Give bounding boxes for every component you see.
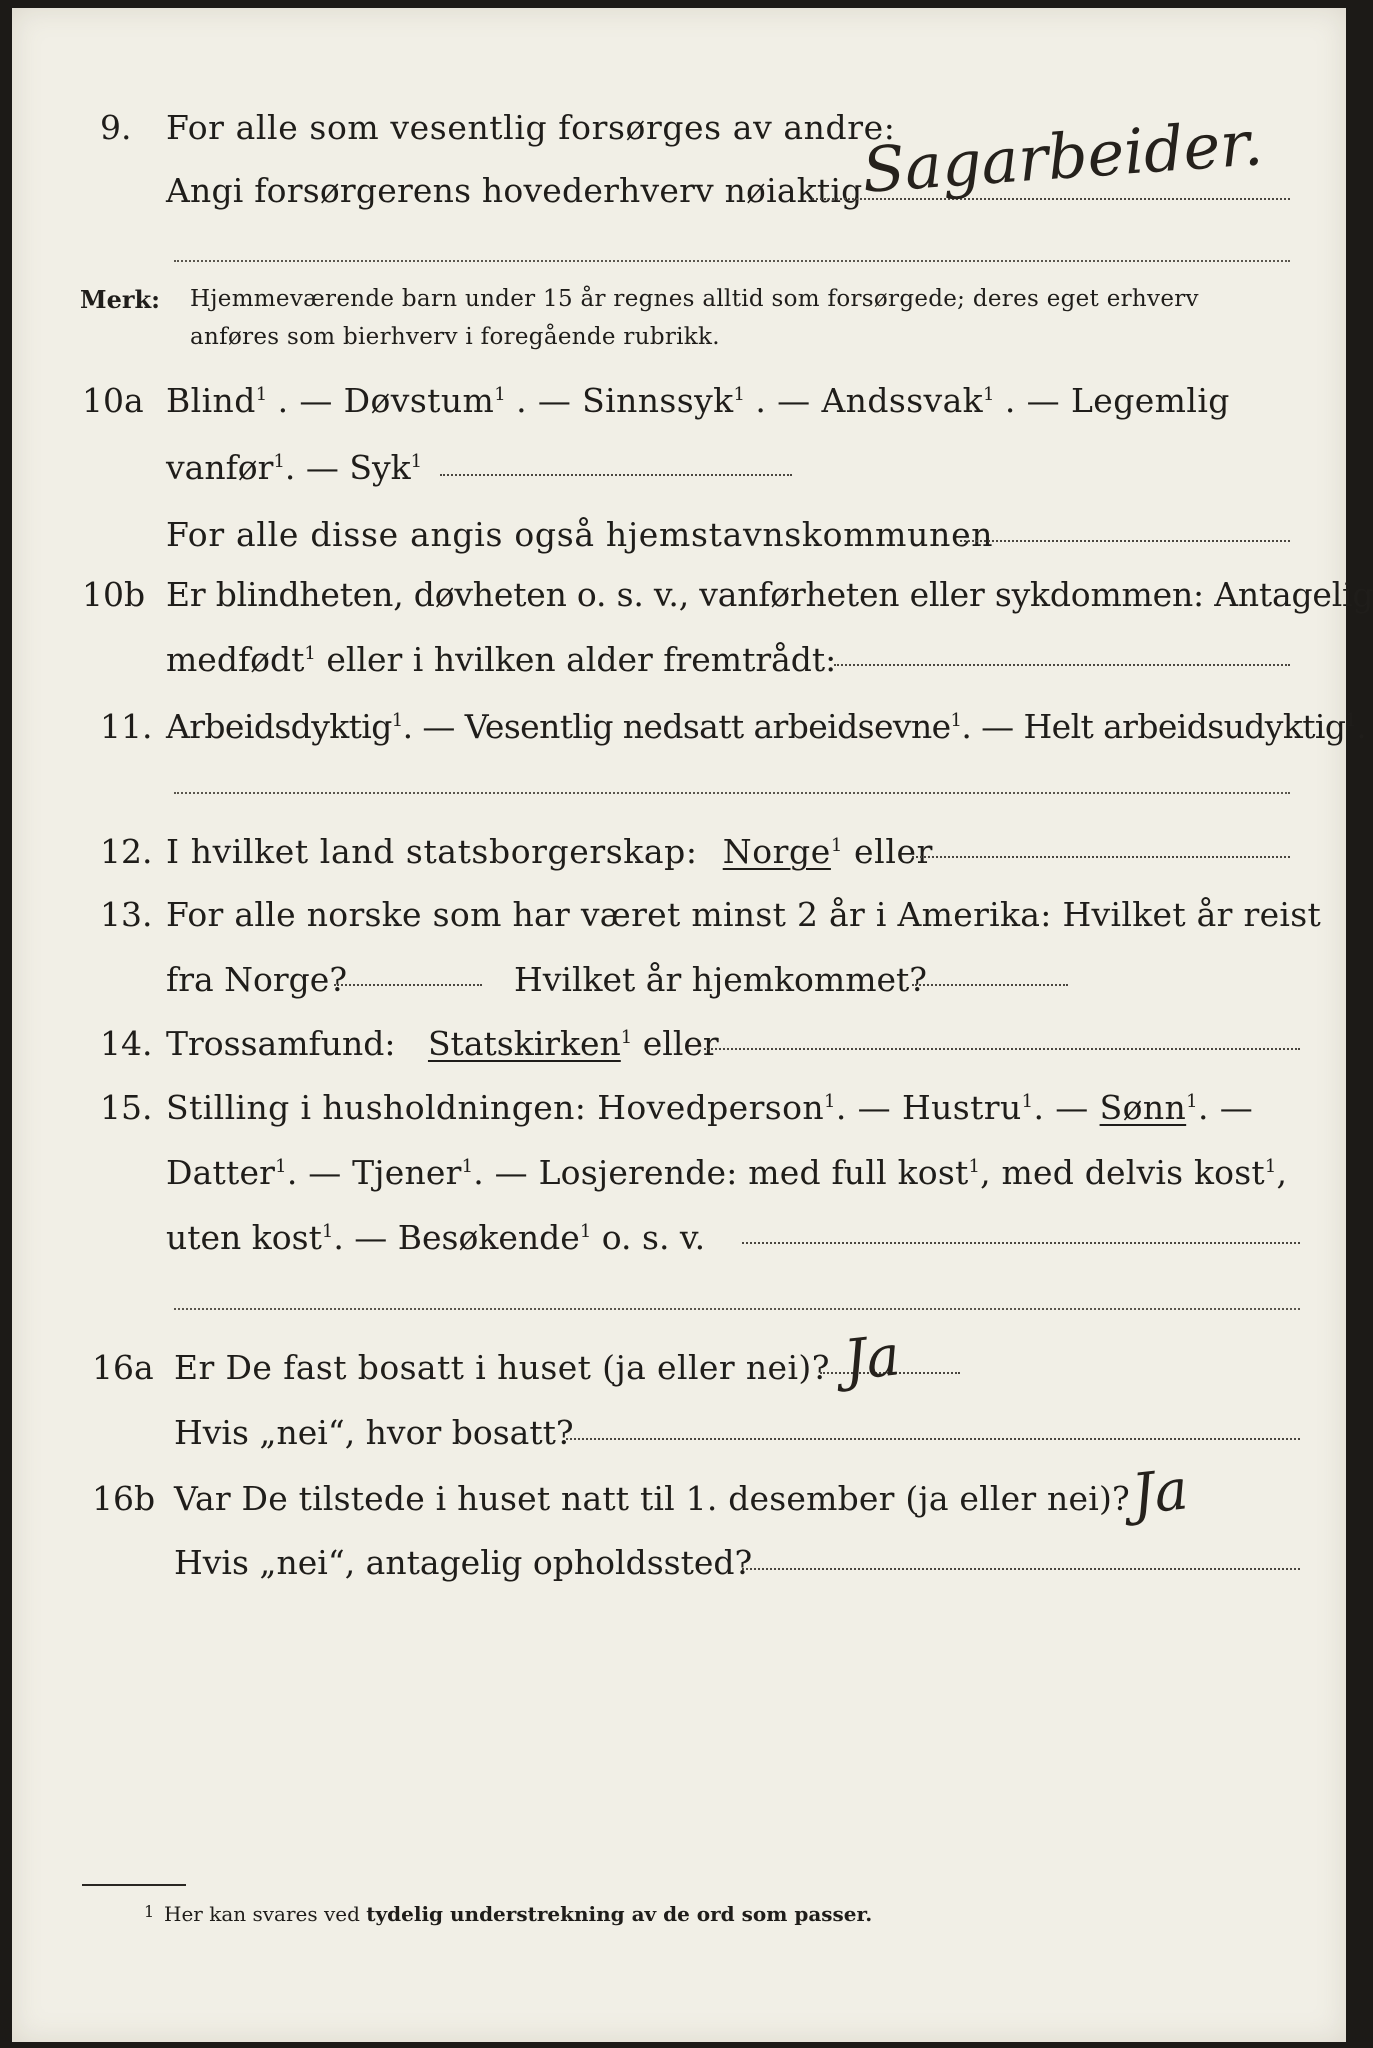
q15-extra-line (174, 1308, 1300, 1310)
footnote-ref: 1 (968, 1156, 981, 1177)
q10a-line2 (166, 448, 423, 487)
q16a-handwritten-answer[interactable]: Ja (840, 1323, 904, 1394)
footnote-ref: 1 (1264, 1156, 1277, 1177)
footnote-ref: 1 (304, 643, 316, 664)
option-delvis-kost[interactable]: , med delvis kost (980, 1153, 1265, 1192)
footnote-ref: 1 (830, 835, 843, 856)
merk-line2: anføres som bierhverv i foregående rubrikk. (190, 324, 720, 350)
option-nedsatt[interactable]: . — Vesentlig nedsatt arbeidsevne (402, 707, 951, 746)
q15-line2 (166, 1153, 1288, 1192)
q14-answer-line[interactable] (704, 1048, 1300, 1050)
option-andssvak[interactable]: . — Andssvak (755, 381, 984, 420)
q9-line2: Angi forsørgerens hovederhverv nøiaktig (166, 171, 863, 210)
q9-extra-line (174, 260, 1290, 262)
footnote-ref: 1 (950, 710, 962, 731)
option-uten-kost[interactable]: uten kost (166, 1218, 322, 1257)
footnote-text-a: Her kan svares ved (164, 1902, 367, 1926)
q15-line1 (166, 1088, 1254, 1127)
q11-extra-line (174, 792, 1290, 794)
option-syk[interactable]: . — Syk (284, 448, 411, 487)
footnote-ref: 1 (824, 1091, 836, 1112)
footnote-ref: 1 (1021, 1091, 1034, 1112)
census-form-page (12, 8, 1373, 2042)
q15-dash-end: . — (1198, 1088, 1254, 1127)
q15-comma: , (1276, 1153, 1288, 1192)
option-udyktig[interactable]: . — Helt arbeidsudyktig (961, 707, 1346, 746)
footnote-ref: 1 (620, 1027, 633, 1048)
footnote-ref: 1 (1345, 710, 1357, 731)
q9-line1: For alle som vesentlig forsørges av andre: (166, 108, 896, 147)
q16b-handwritten-answer[interactable]: Ja (1128, 1457, 1192, 1528)
q15-dash: . — (1033, 1088, 1100, 1127)
footnote-ref: 1 (255, 384, 268, 405)
footnote-ref: 1 (733, 384, 746, 405)
q16a-line2: Hvis „nei“, hvor bosatt? (174, 1413, 574, 1452)
footnote-ref: 1 (410, 451, 423, 472)
q16b-line2: Hvis „nei“, antagelig opholdssted? (174, 1543, 753, 1582)
option-datter[interactable]: Datter (166, 1153, 276, 1192)
q15-line3 (166, 1218, 706, 1257)
item-number-13: 13. (100, 895, 153, 934)
q13-line2a: fra Norge? (166, 960, 348, 999)
q11-line (166, 707, 1367, 746)
merk-label: Merk: (80, 285, 160, 314)
q16a-line1: Er De fast bosatt i huset (ja eller nei)? (174, 1348, 830, 1387)
footnote-mark: 1 (144, 1902, 155, 1921)
option-legemlig[interactable]: . — Legemlig (1004, 381, 1230, 420)
q9-handwritten-answer[interactable]: Sagarbeider. (859, 106, 1265, 207)
item-number-14: 14. (100, 1024, 153, 1063)
q14-eller: eller (632, 1024, 719, 1063)
q10a-line3: For alle disse angis også hjemstavnskommunen (166, 515, 994, 554)
q10b-answer-line[interactable] (834, 664, 1290, 666)
footnote-rule (82, 1884, 186, 1886)
q15-osv: o. s. v. (591, 1218, 706, 1257)
item-number-15: 15. (100, 1088, 153, 1127)
option-norge[interactable]: Norge (722, 832, 831, 871)
item-number-11: 11. (100, 707, 153, 746)
item-number-9: 9. (100, 108, 132, 147)
q10b-alder-label: eller i hvilken alder fremtrådt: (315, 640, 837, 679)
footnote-ref: 1 (1186, 1091, 1199, 1112)
q11-period: . (1356, 707, 1367, 746)
option-dovstum[interactable]: . — Døvstum (277, 381, 495, 420)
q13-line1: For alle norske som har været minst 2 år i Amerika: Hvilket år reist (166, 895, 1322, 934)
q12-line (166, 832, 933, 871)
q10a-syk-line[interactable] (440, 474, 792, 476)
option-besokende[interactable]: . — Besøkende (333, 1218, 580, 1257)
option-tjener[interactable]: . — Tjener (286, 1153, 462, 1192)
footnote-ref: 1 (275, 1156, 287, 1177)
option-medfodt[interactable]: medfødt (166, 640, 305, 679)
q10a-hjemstavn-line[interactable] (960, 540, 1290, 542)
q14-label: Trossamfund: (166, 1024, 396, 1063)
footnote-ref: 1 (983, 384, 995, 405)
item-number-16b: 16b (92, 1479, 156, 1518)
q16a-bosatt-line[interactable] (566, 1438, 1300, 1440)
option-arbeidsdyktig[interactable]: Arbeidsdyktig (166, 707, 392, 746)
q14-line (166, 1024, 719, 1063)
item-number-16a: 16a (92, 1348, 154, 1387)
footnote-ref: 1 (273, 451, 285, 472)
item-number-10b: 10b (82, 575, 146, 614)
q13-reist-line[interactable] (334, 984, 482, 986)
q12-answer-line[interactable] (912, 856, 1290, 858)
q15-answer-line[interactable] (742, 1242, 1300, 1244)
option-statskirken[interactable]: Statskirken (427, 1024, 621, 1063)
footnote-ref: 1 (321, 1221, 334, 1242)
item-number-12: 12. (100, 832, 153, 871)
q16b-line1: Var De tilstede i huset natt til 1. desember (ja eller nei)? (174, 1479, 1130, 1518)
option-hovedperson[interactable]: Stilling i husholdningen: Hovedperson (166, 1088, 825, 1127)
q10a-line1 (166, 381, 1230, 420)
q10b-line1: Er blindheten, døvheten o. s. v., vanførheten eller sykdommen: Antagelig (166, 575, 1373, 614)
option-sinnssyk[interactable]: . — Sinnssyk (516, 381, 734, 420)
option-sonn[interactable]: Sønn (1099, 1088, 1187, 1127)
merk-line1: Hjemmeværende barn under 15 år regnes alltid som forsørgede; deres eget erhverv (190, 286, 1199, 312)
q13-hjemkommet-line[interactable] (912, 984, 1068, 986)
q13-line2b: Hvilket år hjemkommet? (514, 960, 927, 999)
q16b-opholdssted-line[interactable] (742, 1568, 1300, 1570)
q10b-line2 (166, 640, 837, 679)
option-vanfor[interactable]: vanfør (166, 448, 274, 487)
footnote-ref: 1 (579, 1221, 592, 1242)
option-blind[interactable]: Blind (166, 381, 256, 420)
footnote-ref: 1 (461, 1156, 474, 1177)
footnote-text (164, 1902, 872, 1926)
q12-eller: eller (842, 832, 933, 871)
item-number-10a: 10a (82, 381, 144, 420)
footnote-ref: 1 (391, 710, 403, 731)
footnote-text-b: tydelig understrekning av de ord som passer. (366, 1902, 873, 1926)
option-full-kost[interactable]: . — Losjerende: med full kost (473, 1153, 969, 1192)
option-hustru[interactable]: . — Hustru (835, 1088, 1022, 1127)
q12-label: I hvilket land statsborgerskap: (166, 832, 698, 871)
footnote-ref: 1 (494, 384, 507, 405)
